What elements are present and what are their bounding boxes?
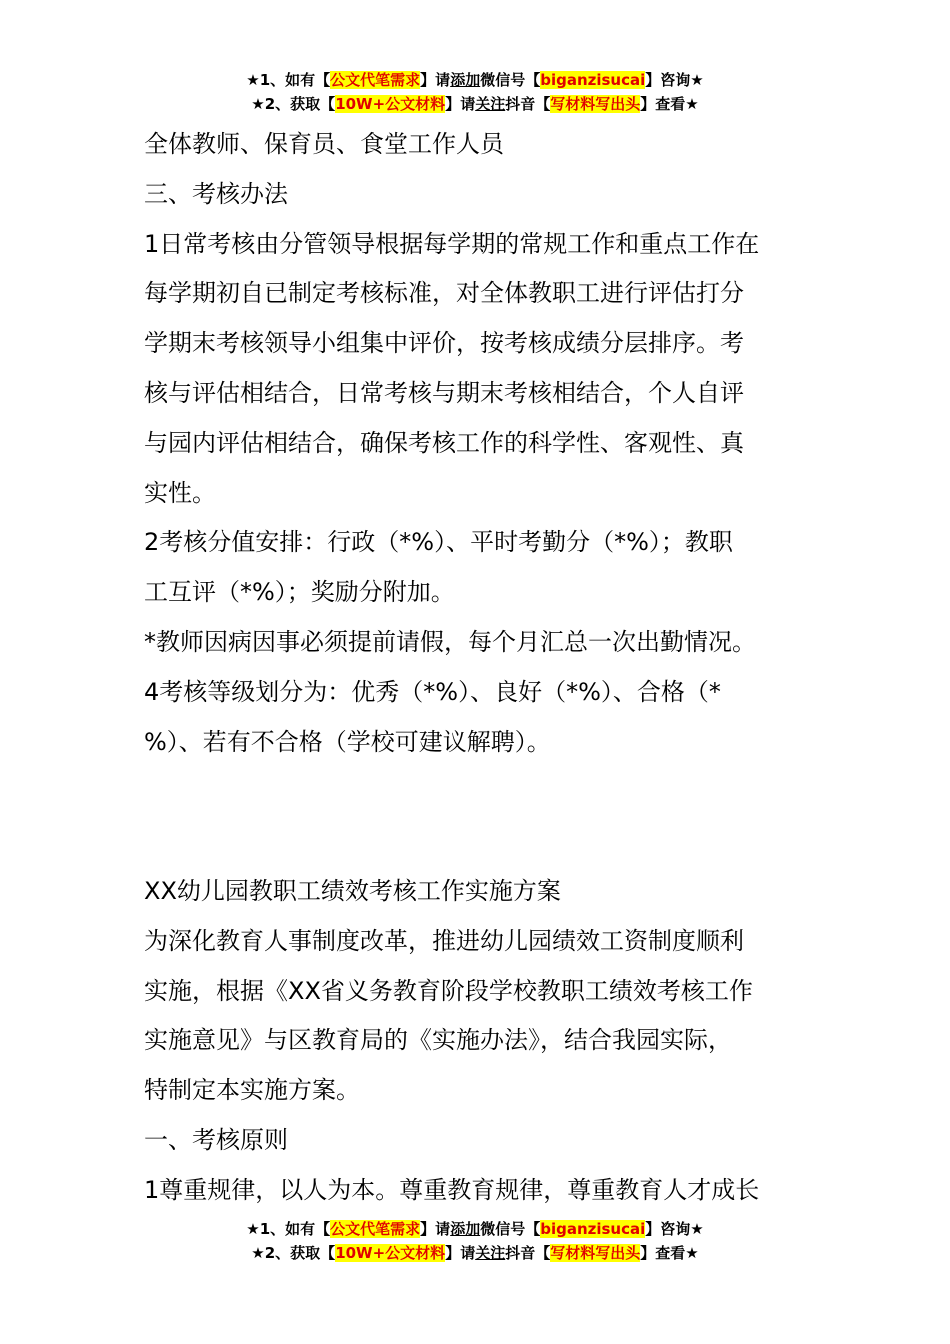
banner-emphasis: 添加 [450,71,481,89]
banner-highlight: biganzisucai [540,71,646,89]
header-banner [0,68,950,116]
paragraph-line: 实施意见》与区教育局的《实施办法》，结合我园实际， [144,1026,732,1055]
paragraph-line: 每学期初自已制定考核标准，对全体教职工进行评估打分 [144,279,744,308]
banner-highlight: 写材料写出头 [550,1244,641,1262]
banner-text: 】请 [445,1244,476,1262]
paragraph-line: 与园内评估相结合，确保考核工作的科学性、客观性、真 [144,428,744,457]
paragraph-line: %）、若有不合格（学校可建议解聘）。 [144,727,551,756]
paragraph-line: 1日常考核由分管领导根据每学期的常规工作和重点工作在 [144,229,760,258]
banner-line-1 [0,68,950,92]
banner-text: 】查看★ [640,95,699,113]
paragraph-line: 特制定本实施方案。 [144,1076,360,1105]
banner-text: ★1、如有【 [246,1220,331,1238]
banner-emphasis: 关注 [475,95,506,113]
banner-text: 抖音【 [505,1244,551,1262]
banner-text: 微信号【 [480,1220,541,1238]
document-title: XX幼儿园教职工绩效考核工作实施方案 [144,876,561,905]
banner-line-2 [0,92,950,116]
banner-text: 】请 [420,71,451,89]
paragraph-line: 全体教师、保育员、食堂工作人员 [144,130,504,158]
paragraph-line: 工互评（*%）；奖励分附加。 [144,578,455,607]
paragraph-line: 为深化教育人事制度改革，推进幼儿园绩效工资制度顺利 [144,926,744,955]
banner-highlight: 10W+公文材料 [335,1244,446,1262]
banner-text: 】请 [420,1220,451,1238]
banner-text: ★1、如有【 [246,71,331,89]
paragraph-line: 4考核等级划分为：优秀（*%）、良好（*%）、合格（* [144,677,721,706]
banner-line-1 [0,1217,950,1241]
banner-highlight: biganzisucai [540,1220,646,1238]
banner-highlight: 10W+公文材料 [335,95,446,113]
banner-text: 抖音【 [505,95,551,113]
banner-text: 】咨询★ [645,71,704,89]
banner-text: 】请 [445,95,476,113]
footer-banner [0,1217,950,1265]
banner-text: 】查看★ [640,1244,699,1262]
paragraph-line: 学期末考核领导小组集中评价，按考核成绩分层排序。考 [144,329,744,358]
banner-text: 】咨询★ [645,1220,704,1238]
paragraph-line: 实施，根据《XX省义务教育阶段学校教职工绩效考核工作 [144,976,753,1005]
paragraph-line: 1尊重规律，以人为本。尊重教育规律，尊重教育人才成长 [144,1175,760,1204]
banner-text: ★2、获取【 [251,1244,336,1262]
paragraph-line: 核与评估相结合，日常考核与期末考核相结合，个人自评 [144,378,744,407]
banner-highlight: 公文代笔需求 [330,1220,421,1238]
banner-emphasis: 添加 [450,1220,481,1238]
section-heading: 一、考核原则 [144,1125,288,1154]
banner-text: 微信号【 [480,71,541,89]
paragraph-line: 实性。 [144,478,216,507]
banner-emphasis: 关注 [475,1244,506,1262]
banner-text: ★2、获取【 [251,95,336,113]
document-body [144,120,808,1216]
paragraph-line: 2考核分值安排：行政（*%）、平时考勤分（*%）；教职 [144,528,733,557]
banner-highlight: 公文代笔需求 [330,71,421,89]
section-heading: 三、考核办法 [144,179,288,208]
spacer [144,767,808,867]
banner-line-2 [0,1241,950,1265]
paragraph-line: *教师因病因事必须提前请假，每个月汇总一次出勤情况。 [144,627,756,656]
banner-highlight: 写材料写出头 [550,95,641,113]
